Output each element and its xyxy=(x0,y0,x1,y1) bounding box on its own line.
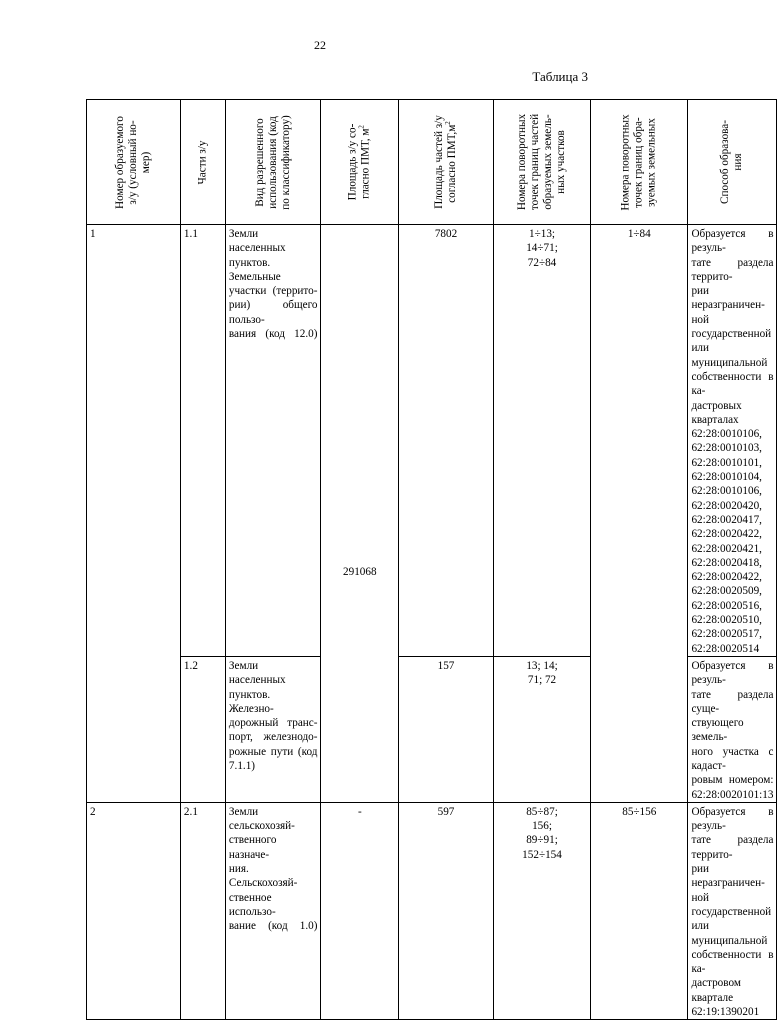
table-row xyxy=(87,225,777,657)
table-caption: Таблица 3 xyxy=(532,69,588,84)
area-cell: - xyxy=(321,802,399,1019)
part-area-cell: 597 xyxy=(399,802,494,1019)
part-area-cell: 157 xyxy=(399,656,494,802)
points-cell: 13; 14; 71; 72 xyxy=(493,656,590,802)
plot-number-cell: 1 xyxy=(87,225,181,803)
header-plot-parts: Части з/у xyxy=(180,100,225,225)
header-plot-area: Площадь з/у со- гласно ПМТ, $м^2$ xyxy=(321,100,399,225)
boundary-cell: 85÷156 xyxy=(591,802,688,1019)
area-cell: 291068 xyxy=(321,225,399,803)
use-cell: Земли населенных пунктов. Земельные участки (террито- рии) общего пользо- вания (код 12.0) xyxy=(225,225,321,657)
part-area-cell: 7802 xyxy=(399,225,494,657)
page-number: 22 xyxy=(314,38,326,52)
land-plots-table xyxy=(86,99,777,1020)
method-cell: Образуется в резуль- тате раздела террито- рии неразграничен- ной государственной или муниципальной собственности в ка- дастровых кварталах 62:28:0010106, 62:28:0010103, 62:28:0010101, 62:28:0010104, 62:28:0010106, 62:28:0020420, 62:28:0020417, 62:28:0020422, 62:28:0020421, 62:28:0020418, 62:28:0020422, 62:28:0020509, 62:28:0020516, 62:28:0020510, 62:28:0020517, 62:28:0020514 xyxy=(688,225,777,657)
table-row xyxy=(87,802,777,1019)
part-cell: 1.1 xyxy=(180,225,225,657)
header-plot-number: Номер образуемого з/у (условный но- мер) xyxy=(87,100,181,225)
header-row xyxy=(87,100,777,225)
part-cell: 2.1 xyxy=(180,802,225,1019)
header-boundary-points: Номера поворотных точек границ обра- зуемых земельных xyxy=(591,100,688,225)
points-cell: 1÷13; 14÷71; 72÷84 xyxy=(493,225,590,657)
header-formation-method: Способ образова- ния xyxy=(688,100,777,225)
plot-number-cell: 2 xyxy=(87,802,181,1019)
header-part-points: Номера поворотных точек границ частей образуемых земель- ных участков xyxy=(493,100,590,225)
boundary-cell: 1÷84 xyxy=(591,225,688,803)
use-cell: Земли сельскохозяй- ственного назначе- ния. Сельскохозяй- ственное использо- вание (код 1.0) xyxy=(225,802,321,1019)
part-cell: 1.2 xyxy=(180,656,225,802)
header-parts-area: Площадь частей з/у согласно $ПМТ,м^2$ xyxy=(399,100,494,225)
method-cell: Образуется в резуль- тате раздела террито- рии неразграничен- ной государственной или муниципальной собственности в ка- дастровом квартале 62:19:1390201 xyxy=(688,802,777,1019)
points-cell: 85÷87; 156; 89÷91; 152÷154 xyxy=(493,802,590,1019)
header-permitted-use: Вид разрешенного использования (код по классификатору) xyxy=(225,100,321,225)
method-cell: Образуется в резуль- тате раздела суще- ствующего земель- ного участка с кадаст- ровым номером: 62:28:0020101:13 xyxy=(688,656,777,802)
use-cell: Земли населенных пунктов. Железно- дорожный транс- порт, железнодо- рожные пути (код 7.1.1) xyxy=(225,656,321,802)
